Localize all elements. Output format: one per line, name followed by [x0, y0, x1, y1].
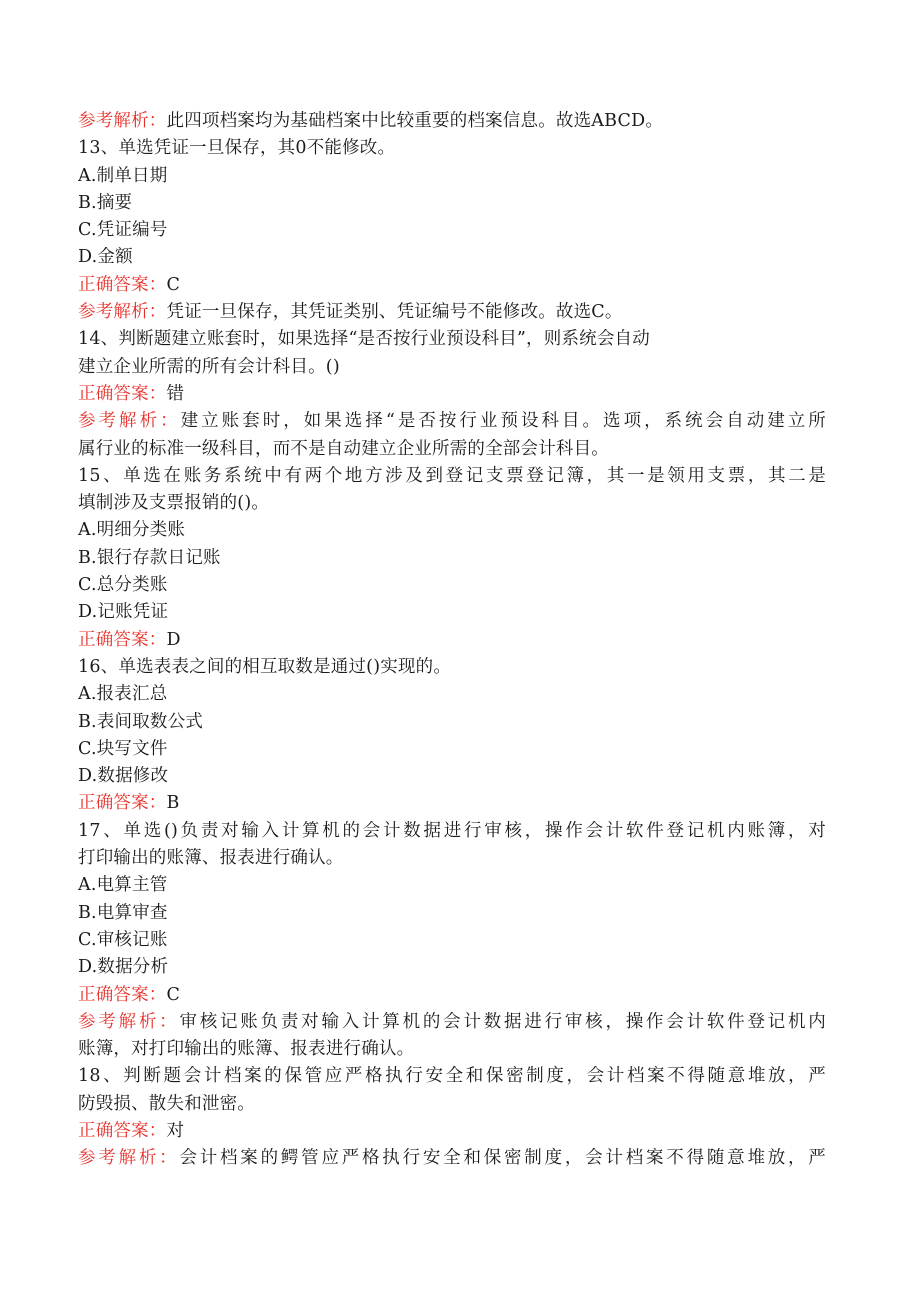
- line-text: A.明细分类账: [78, 520, 186, 541]
- answer-line: [78, 982, 826, 1009]
- line-text: C.块写文件: [78, 738, 168, 759]
- line-text: A.报表汇总: [78, 684, 168, 705]
- answer-label: 正确答案：: [78, 793, 167, 814]
- explanation-line: [78, 1009, 826, 1036]
- line-text: 防毁损、散失和泄密。: [78, 1093, 255, 1114]
- text-line: [78, 818, 826, 845]
- line-text: 13、单选凭证一旦保存，其0不能修改。: [78, 138, 396, 159]
- line-text: A.电算主管: [78, 875, 168, 896]
- line-text: 建立账套时，如果选择“是否按行业预设科目。选项，系统会自动建立所: [180, 411, 826, 432]
- text-line: [78, 517, 826, 544]
- text-line: [78, 217, 826, 244]
- text-line: [78, 1063, 826, 1090]
- explanation-line: [78, 408, 826, 435]
- text-line: [78, 436, 826, 463]
- line-text: A.制单日期: [78, 165, 168, 186]
- explanation-line: [78, 108, 826, 135]
- text-line: [78, 681, 826, 708]
- text-line: [78, 654, 826, 681]
- text-line: [78, 954, 826, 981]
- text-line: [78, 872, 826, 899]
- text-line: [78, 463, 826, 490]
- answer-line: [78, 627, 826, 654]
- line-text: 审核记账负责对输入计算机的会计数据进行审核，操作会计软件登记机内: [179, 1011, 826, 1032]
- line-text: 17、单选()负责对输入计算机的会计数据进行审核，操作会计软件登记机内账簿，对: [78, 820, 826, 841]
- line-text: 错: [166, 383, 185, 404]
- answer-line: [78, 1118, 826, 1145]
- line-text: 属行业的标准一级科目，而不是自动建立企业所需的全部会计科目。: [78, 438, 609, 459]
- answer-line: [78, 272, 826, 299]
- line-text: 会计档案的鳄管应严格执行安全和保密制度，会计档案不得随意堆放，严: [179, 1148, 826, 1169]
- text-line: [78, 572, 826, 599]
- text-line: [78, 736, 826, 763]
- text-line: [78, 490, 826, 517]
- text-line: [78, 163, 826, 190]
- text-line: [78, 326, 826, 353]
- text-line: [78, 763, 826, 790]
- text-line: [78, 845, 826, 872]
- line-text: D: [166, 629, 181, 650]
- explanation-label: 参考解析：: [78, 1148, 180, 1169]
- explanation-label: 参考解析：: [78, 411, 181, 432]
- answer-label: 正确答案：: [78, 629, 167, 650]
- text-line: [78, 900, 826, 927]
- line-text: D.金额: [78, 247, 133, 268]
- line-text: 建立企业所需的所有会计科目。(): [78, 356, 340, 377]
- text-line: [78, 135, 826, 162]
- line-text: B.表间取数公式: [78, 711, 204, 732]
- explanation-line: [78, 299, 826, 326]
- line-text: B.电算审查: [78, 902, 168, 923]
- line-text: 18、判断题会计档案的保管应严格执行安全和保密制度，会计档案不得随意堆放，严: [78, 1066, 826, 1087]
- explanation-line: [78, 1145, 826, 1172]
- line-text: B.银行存款日记账: [78, 547, 221, 568]
- line-text: 15、单选在账务系统中有两个地方涉及到登记支票登记簿，其一是领用支票，其二是: [78, 465, 826, 486]
- answer-line: [78, 790, 826, 817]
- line-text: 16、单选表表之间的相互取数是通过()实现的。: [78, 656, 452, 677]
- line-text: C.凭证编号: [78, 220, 168, 241]
- answer-line: [78, 381, 826, 408]
- line-text: B: [166, 793, 180, 814]
- line-text: 打印输出的账簿、报表进行确认。: [78, 848, 344, 869]
- explanation-label: 参考解析：: [78, 302, 167, 323]
- text-line: [78, 354, 826, 381]
- text-line: [78, 244, 826, 271]
- line-text: B.摘要: [78, 192, 133, 213]
- answer-label: 正确答案：: [78, 984, 167, 1005]
- text-line: [78, 709, 826, 736]
- text-line: [78, 1091, 826, 1118]
- line-text: 填制涉及支票报销的()。: [78, 493, 270, 514]
- explanation-label: 参考解析：: [78, 111, 167, 131]
- text-line: [78, 599, 826, 626]
- line-text: 对: [166, 1120, 185, 1141]
- line-text: 此四项档案均为基础档案中比较重要的档案信息。故选ABCD。: [166, 111, 664, 131]
- text-line: [78, 190, 826, 217]
- text-line: [78, 927, 826, 954]
- text-line: [78, 545, 826, 572]
- line-text: 凭证一旦保存，其凭证类别、凭证编号不能修改。故选C。: [166, 302, 623, 323]
- line-text: D.数据分析: [78, 957, 169, 978]
- line-text: C.总分类账: [78, 575, 168, 596]
- line-text: D.数据修改: [78, 766, 169, 787]
- line-text: C: [166, 984, 181, 1005]
- line-text: 账簿，对打印输出的账簿、报表进行确认。: [78, 1039, 415, 1060]
- document-body: [78, 108, 826, 1173]
- line-text: 14、判断题建立账套时，如果选择“是否按行业预设科目”，则系统会自动: [78, 329, 650, 350]
- line-text: C.审核记账: [78, 929, 168, 950]
- answer-label: 正确答案：: [78, 383, 167, 404]
- line-text: D.记账凭证: [78, 602, 169, 623]
- line-text: C: [166, 274, 181, 295]
- explanation-label: 参考解析：: [78, 1011, 180, 1032]
- answer-label: 正确答案：: [78, 1120, 167, 1141]
- answer-label: 正确答案：: [78, 274, 167, 295]
- text-line: [78, 1036, 826, 1063]
